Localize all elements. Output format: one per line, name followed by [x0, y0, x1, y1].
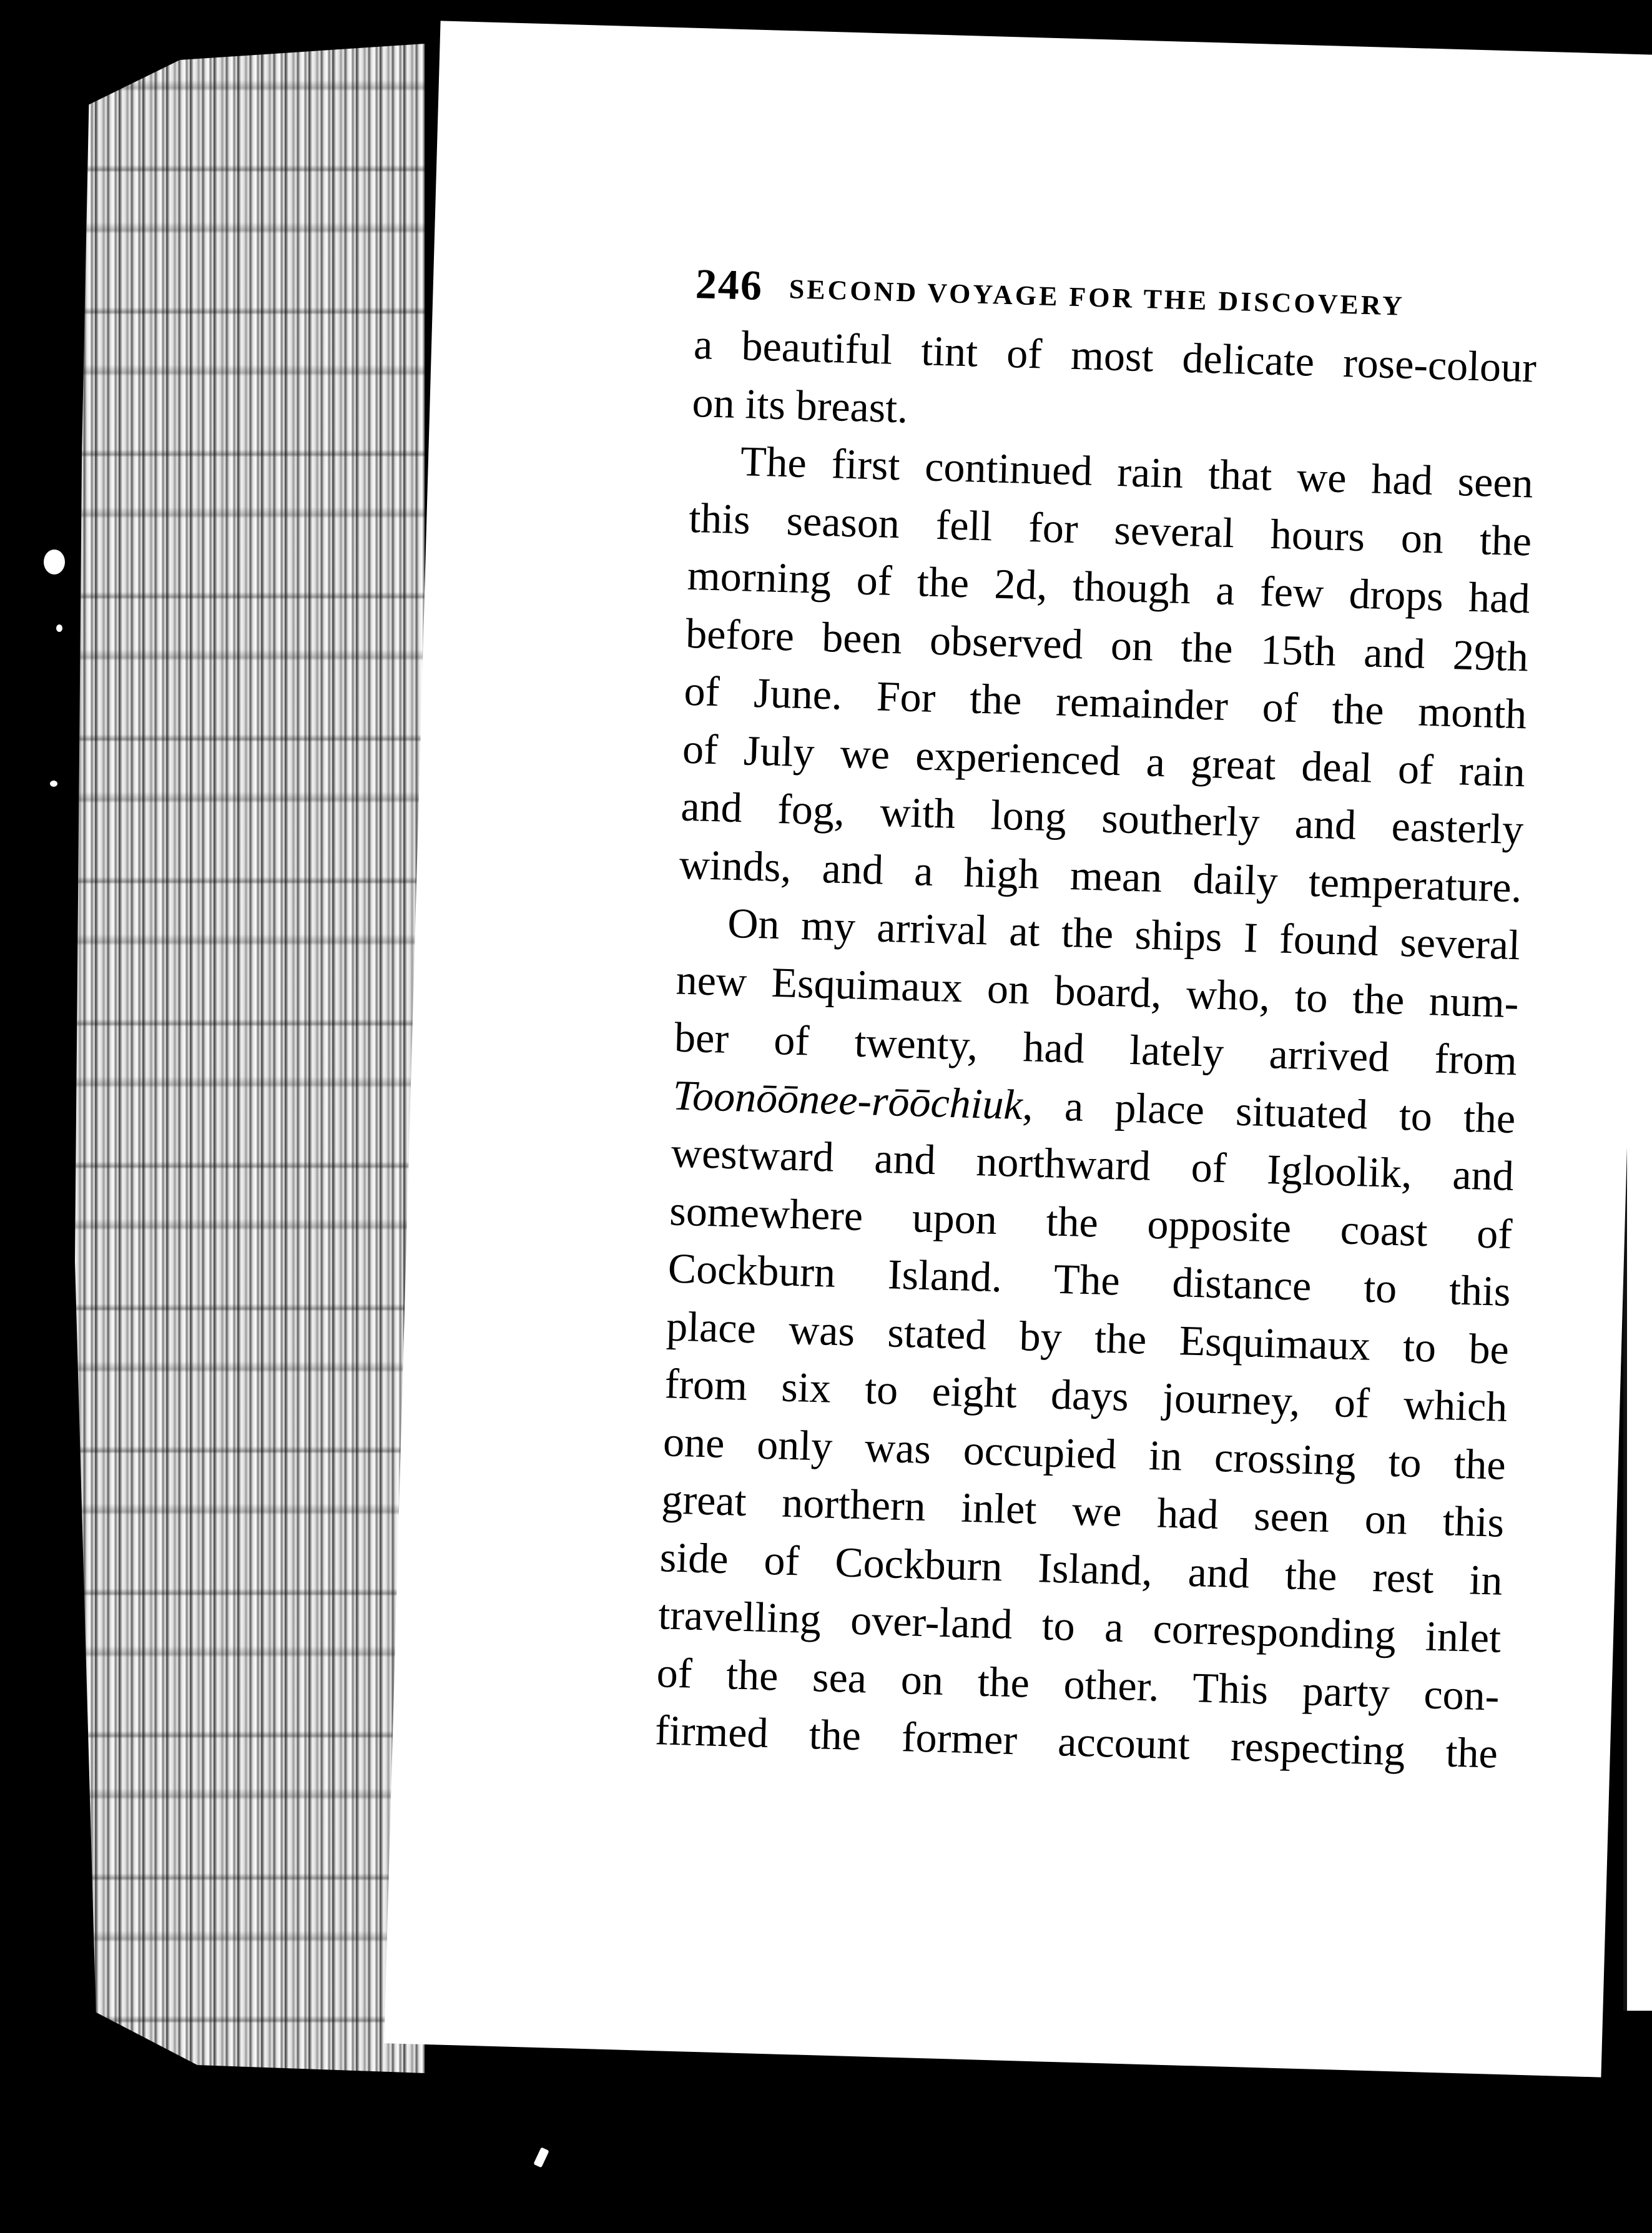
- place-name: Toonōōnee-rōōchiuk: [672, 1070, 1023, 1128]
- text-line: new Esquimaux on board, who, to the num-: [675, 955, 1520, 1027]
- text-line: ber of twenty, had lately arrived from: [674, 1013, 1518, 1085]
- text-line: on its breast.: [691, 378, 909, 432]
- text-line: travelling over-land to a corresponding inlet: [657, 1590, 1502, 1662]
- text-line: Cockburn Island. The distance to this: [667, 1244, 1512, 1316]
- page-number: 246: [694, 259, 764, 309]
- text-line: of June. For the remainder of the month: [683, 666, 1528, 738]
- text-line: The first continued rain that we had seen: [740, 437, 1534, 507]
- book-page: [384, 21, 1652, 2077]
- text-line: winds, and a high mean daily temperature.: [679, 840, 1523, 911]
- text-line: a beautiful tint of most delicate rose-colour: [693, 320, 1537, 392]
- text-line: place was stated by the Esquimaux to be: [666, 1301, 1510, 1373]
- dust-speck: [56, 624, 62, 632]
- text-line: this season fell for several hours on the: [688, 493, 1533, 565]
- dust-speck: [44, 550, 65, 574]
- text-line: of July we experienced a great deal of rain: [682, 724, 1526, 796]
- page-edge-shading: [75, 44, 425, 2073]
- page-content: [654, 259, 1539, 1782]
- dust-speck: [50, 781, 57, 787]
- text-line: firmed the former account respecting the: [654, 1706, 1498, 1777]
- text-line: from six to eight days journey, of which: [664, 1359, 1508, 1431]
- text-line: and fog, with long southerly and easterly: [680, 782, 1525, 854]
- body-text: [654, 315, 1537, 1782]
- text-line: westward and northward of Igloolik, and: [671, 1128, 1515, 1200]
- text-line: of the sea on the other. This party con-: [656, 1648, 1500, 1720]
- text-line: On my arrival at the ships I found several: [727, 899, 1522, 969]
- text-line: great northern inlet we had seen on this: [661, 1475, 1505, 1546]
- text-line: side of Cockburn Island, and the rest in: [659, 1532, 1503, 1604]
- text-line-rest: , a place situated to the: [1021, 1080, 1517, 1142]
- text-line: before been observed on the 15th and 29th: [685, 609, 1529, 680]
- text-line: somewhere upon the opposite coast of: [669, 1186, 1513, 1258]
- running-title: SECOND VOYAGE FOR THE DISCOVERY: [789, 274, 1405, 322]
- dust-speck: [533, 2147, 549, 2167]
- text-line: morning of the 2d, though a few drops had: [686, 551, 1531, 623]
- text-line: one only was occupied in crossing to the: [662, 1417, 1507, 1489]
